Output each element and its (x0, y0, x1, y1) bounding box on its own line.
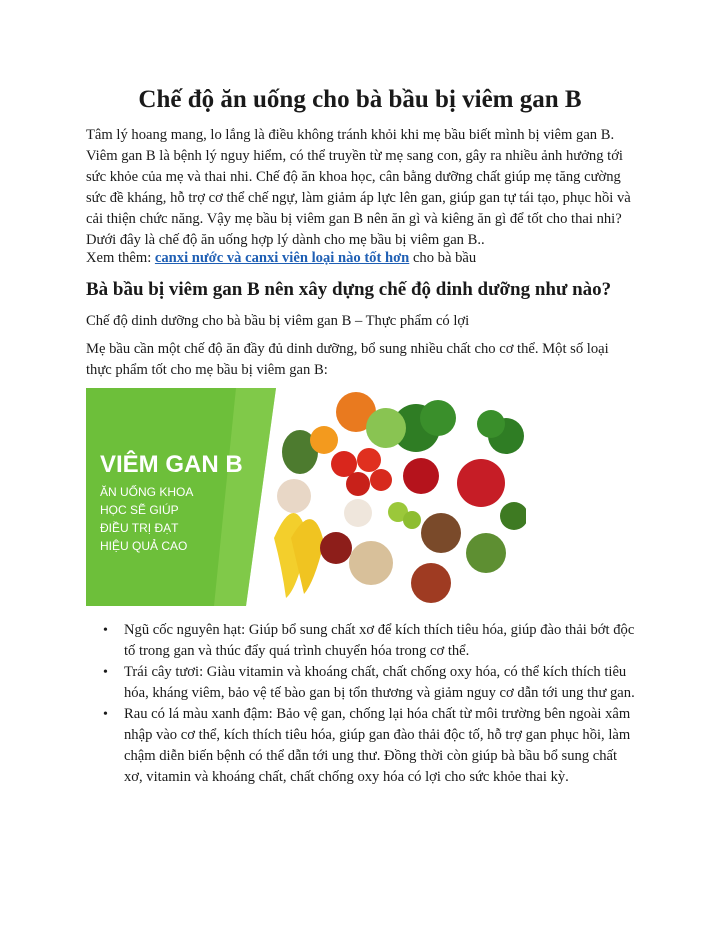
bullet-glyph: • (103, 665, 108, 680)
red-bean-bowl (320, 532, 352, 564)
nut-bowl (421, 513, 461, 553)
section-paragraph: Mẹ bầu cần một chế độ ăn đầy đủ dinh dưỡng, bổ sung nhiều chất cho cơ thể. Một số loại thực phẩm tốt cho mẹ bầu bị viêm gan B: (86, 341, 609, 378)
section-heading: Bà bầu bị viêm gan B nên xây dựng chế độ dinh dưỡng như nào? (86, 279, 612, 300)
see-also-suffix: cho bà bầu (409, 250, 477, 266)
see-also-prefix: Xem thêm: (86, 250, 155, 266)
banner-line-4: HIỆU QUẢ CAO (100, 539, 188, 553)
list-item-text: Rau có lá màu xanh đậm: Bảo vệ gan, chống lại hóa chất từ môi trường bên ngoài xâm nhập vào cơ thể, kích thích tiêu hóa, giúp gan đào thải độc tố, hỗ trợ gan phục hồi, làm chậm diễn biến bệnh có thể dẫn tới ung thư. Đồng thời còn giúp bà bầu bổ sung chất xơ, vitamin và khoáng chất, chất chống oxy hóa có lợi cho sức khỏe thai kỳ. (124, 706, 631, 785)
green-bean-bowl (500, 502, 526, 530)
bean-bowl (277, 479, 311, 513)
banner-line-2: HỌC SẼ GIÚP (100, 503, 179, 517)
grain-bowl (349, 541, 393, 585)
list-item-text: Ngũ cốc nguyên hạt: Giúp bổ sung chất xơ để kích thích tiêu hóa, giúp đào thải bớt độc tố trong gan và thúc đẩy quá trình chuyển hóa trong cơ thể. (124, 622, 635, 659)
bullet-glyph: • (103, 623, 108, 638)
banner-headline: VIÊM GAN B (100, 451, 243, 478)
banner-image (86, 388, 526, 606)
food-arrangement (274, 392, 526, 603)
list-item (86, 620, 638, 662)
list-item-text: Trái cây tươi: Giàu vitamin và khoáng chất, chất chống oxy hóa, có thể kích thích tiêu hóa, kháng viêm, bảo vệ tế bào gan bị tổn thương và giảm nguy cơ dẫn tới ung thư gan. (124, 664, 635, 701)
see-also-link[interactable]: canxi nước và canxi viên loại nào tốt hơn (154, 250, 410, 266)
lentil-bowl (411, 563, 451, 603)
list-item (86, 704, 638, 788)
red-pepper-bowl (457, 459, 505, 507)
cabbage (366, 408, 406, 448)
section-subline: Chế độ dinh dưỡng cho bà bầu bị viêm gan B – Thực phẩm có lợi (86, 313, 470, 329)
berry-bowl (403, 458, 439, 494)
pea-bowl (466, 533, 506, 573)
intro-paragraph: Tâm lý hoang mang, lo lắng là điều không tránh khỏi khi mẹ bầu biết mình bị viêm gan B. Viêm gan B là bệnh lý nguy hiểm, có thể truyền từ mẹ sang con, gây ra nhiều ảnh hưởng tới sức khỏe của mẹ và thai nhi. Chế độ ăn khoa học, cân bằng dưỡng chất giúp mẹ tăng cường sức đề kháng, hỗ trợ cơ thể chế ngự, làm giảm áp lực lên gan, giúp gan tự tái tạo, phục hồi và cải thiện chức năng. Vậy mẹ bầu bị viêm gan B nên ăn gì và kiêng ăn gì để tốt cho thai nhi? Dưới đây là chế độ ăn uống hợp lý dành cho mẹ bầu bị viêm gan B.. (86, 127, 631, 248)
rice-bowl (344, 499, 372, 527)
bullet-glyph: • (103, 707, 108, 722)
hepatitis-food-banner (86, 388, 526, 606)
page-title: Chế độ ăn uống cho bà bầu bị viêm gan B (138, 86, 582, 113)
list-item (86, 662, 638, 704)
food-list (86, 620, 638, 788)
orange (310, 426, 338, 454)
banner-line-1: ĂN UỐNG KHOA (100, 485, 194, 499)
banner-line-3: ĐIỀU TRỊ ĐẠT (100, 521, 179, 535)
see-also-line (86, 248, 638, 269)
